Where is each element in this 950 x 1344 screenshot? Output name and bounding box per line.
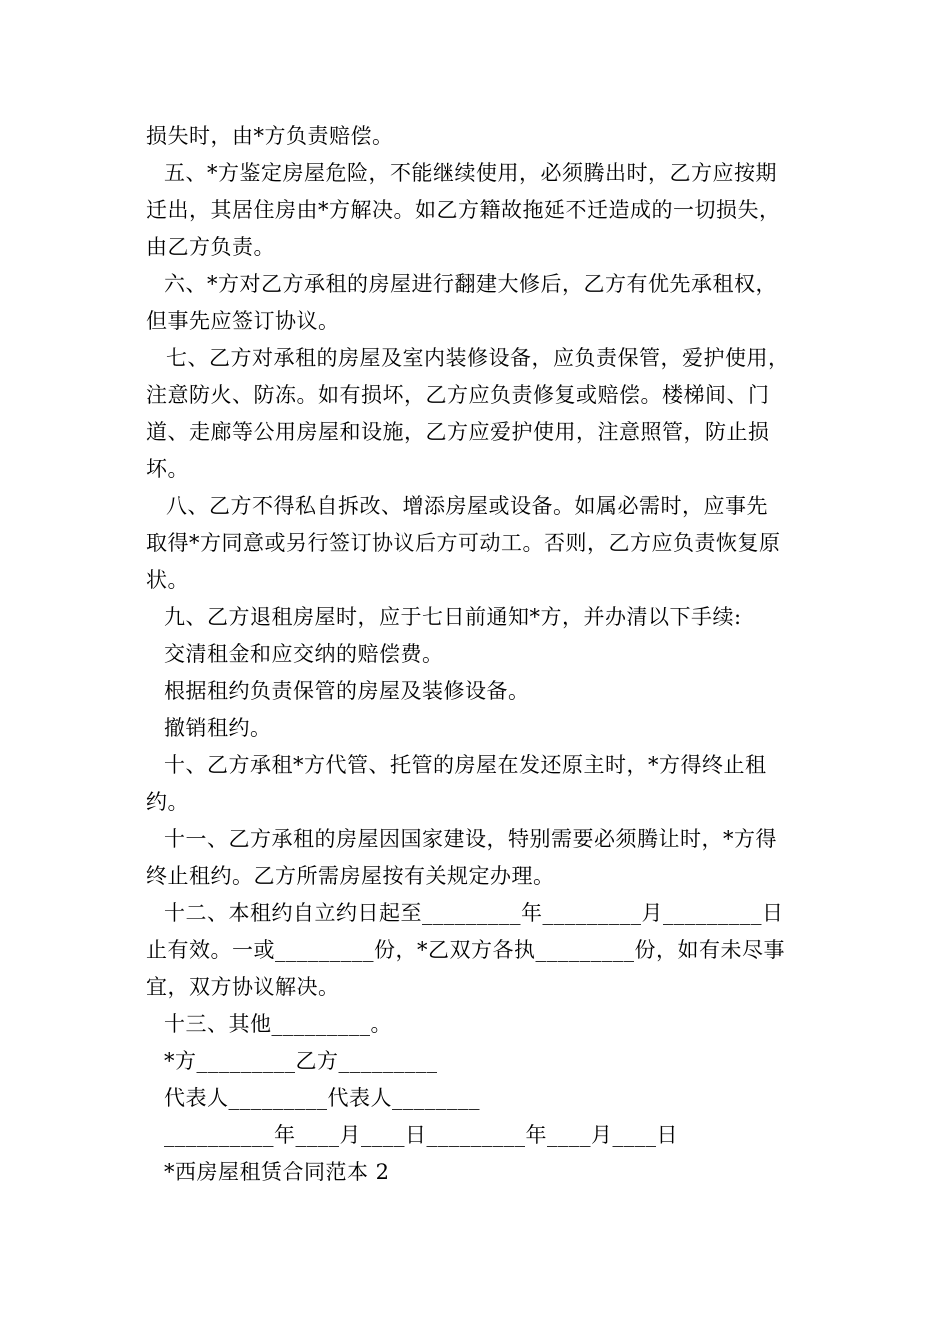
text-line: 代表人_________代表人________ (164, 1086, 480, 1110)
text-line: *方_________乙方_________ (164, 1049, 438, 1073)
text-line: 由乙方负责。 (146, 235, 275, 259)
text-line: 撤销租约。 (164, 716, 272, 740)
text-line: 取得*方同意或另行签订协议后方可动工。否则，乙方应负责恢复原 (146, 531, 781, 555)
text-line: 损失时，由*方负责赔偿。 (146, 124, 394, 148)
text-line: 九、乙方退租房屋时，应于七日前通知*方，并办清以下手续: (164, 605, 742, 629)
text-line: 十、乙方承租*方代管、托管的房屋在发还原主时，*方得终止租 (164, 753, 767, 777)
text-line: 道、走廊等公用房屋和设施，乙方应爱护使用，注意照管，防止损 (146, 420, 770, 444)
text-line: 十三、其他_________。 (164, 1012, 392, 1036)
text-line: 迁出，其居住房由*方解决。如乙方籍故拖延不迁造成的一切损失， (146, 198, 781, 222)
text-line: 止有效。一或_________份，*乙双方各执_________份，如有未尽事 (146, 938, 785, 962)
text-line: 坏。 (146, 457, 189, 481)
text-line: 终止租约。乙方所需房屋按有关规定办理。 (146, 864, 555, 888)
text-line: 根据租约负责保管的房屋及装修设备。 (164, 679, 530, 703)
text-line: 七、乙方对承租的房屋及室内装修设备，应负责保管，爱护使用， (166, 346, 790, 370)
text-line: 宜，双方协议解决。 (146, 975, 340, 999)
text-line: 但事先应签订协议。 (146, 309, 340, 333)
text-line: *西房屋租赁合同范本 2 (164, 1160, 390, 1184)
text-line: 六、*方对乙方承租的房屋进行翻建大修后，乙方有优先承租权， (164, 272, 777, 296)
text-line: 交清租金和应交纳的赔偿费。 (164, 642, 444, 666)
text-line: 十一、乙方承租的房屋因国家建设，特别需要必须腾让时，*方得 (164, 827, 777, 851)
text-line: 约。 (146, 790, 189, 814)
text-line: __________年____月____日_________年____月____日 (164, 1123, 678, 1147)
text-line: 状。 (146, 568, 189, 592)
text-line: 注意防火、防冻。如有损坏，乙方应负责修复或赔偿。楼梯间、门 (146, 383, 770, 407)
text-line: 五、*方鉴定房屋危险，不能继续使用，必须腾出时，乙方应按期 (164, 161, 777, 185)
text-line: 十二、本租约自立约日起至_________年_________月_________日 (164, 901, 784, 925)
text-line: 八、乙方不得私自拆改、增添房屋或设备。如属必需时，应事先 (166, 494, 768, 518)
